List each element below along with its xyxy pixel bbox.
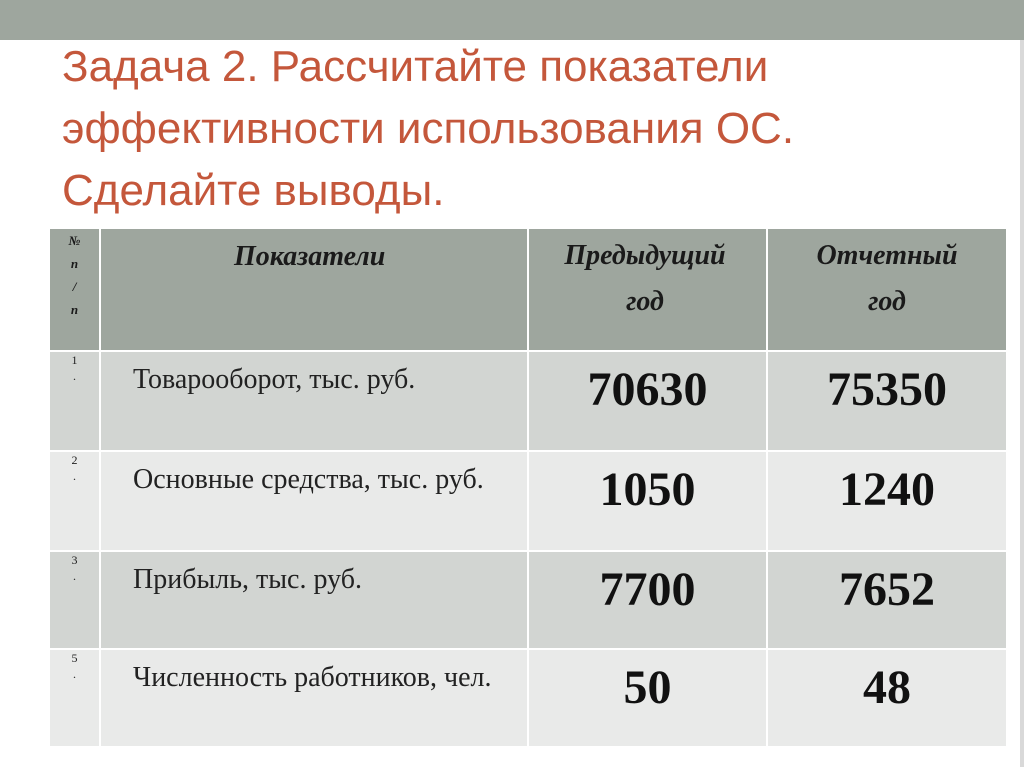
row-indicator: Товарооборот, тыс. руб.	[100, 351, 528, 451]
row-reporting-value: 1240	[767, 451, 1006, 551]
row-reporting-value: 7652	[767, 551, 1006, 649]
row-number: 2 .	[50, 451, 100, 551]
header-reporting-year: Отчетный год	[767, 229, 1006, 351]
title-line-3: Сделайте выводы.	[62, 166, 445, 215]
row-reporting-value: 48	[767, 649, 1006, 747]
header-indicator: Показатели	[100, 229, 528, 351]
table-header-row	[50, 229, 1006, 351]
row-indicator: Численность работников, чел.	[100, 649, 528, 747]
row-indicator: Основные средства, тыс. руб.	[100, 451, 528, 551]
slide-title	[62, 36, 962, 222]
header-number: № п / п	[50, 229, 100, 351]
indicators-table	[50, 229, 1006, 748]
table-row	[50, 351, 1006, 451]
row-reporting-value: 75350	[767, 351, 1006, 451]
row-previous-value: 7700	[528, 551, 767, 649]
table-row	[50, 649, 1006, 747]
table-row	[50, 551, 1006, 649]
row-indicator: Прибыль, тыс. руб.	[100, 551, 528, 649]
table-row	[50, 451, 1006, 551]
title-line-2: эффективности использования ОС.	[62, 104, 795, 153]
row-number: 1 .	[50, 351, 100, 451]
row-number: 5 .	[50, 649, 100, 747]
row-previous-value: 1050	[528, 451, 767, 551]
right-edge	[1020, 40, 1024, 767]
row-previous-value: 70630	[528, 351, 767, 451]
title-line-1: Задача 2. Рассчитайте показатели	[62, 42, 769, 91]
row-previous-value: 50	[528, 649, 767, 747]
row-number: 3 .	[50, 551, 100, 649]
header-previous-year: Предыдущий год	[528, 229, 767, 351]
top-bar	[0, 0, 1024, 40]
